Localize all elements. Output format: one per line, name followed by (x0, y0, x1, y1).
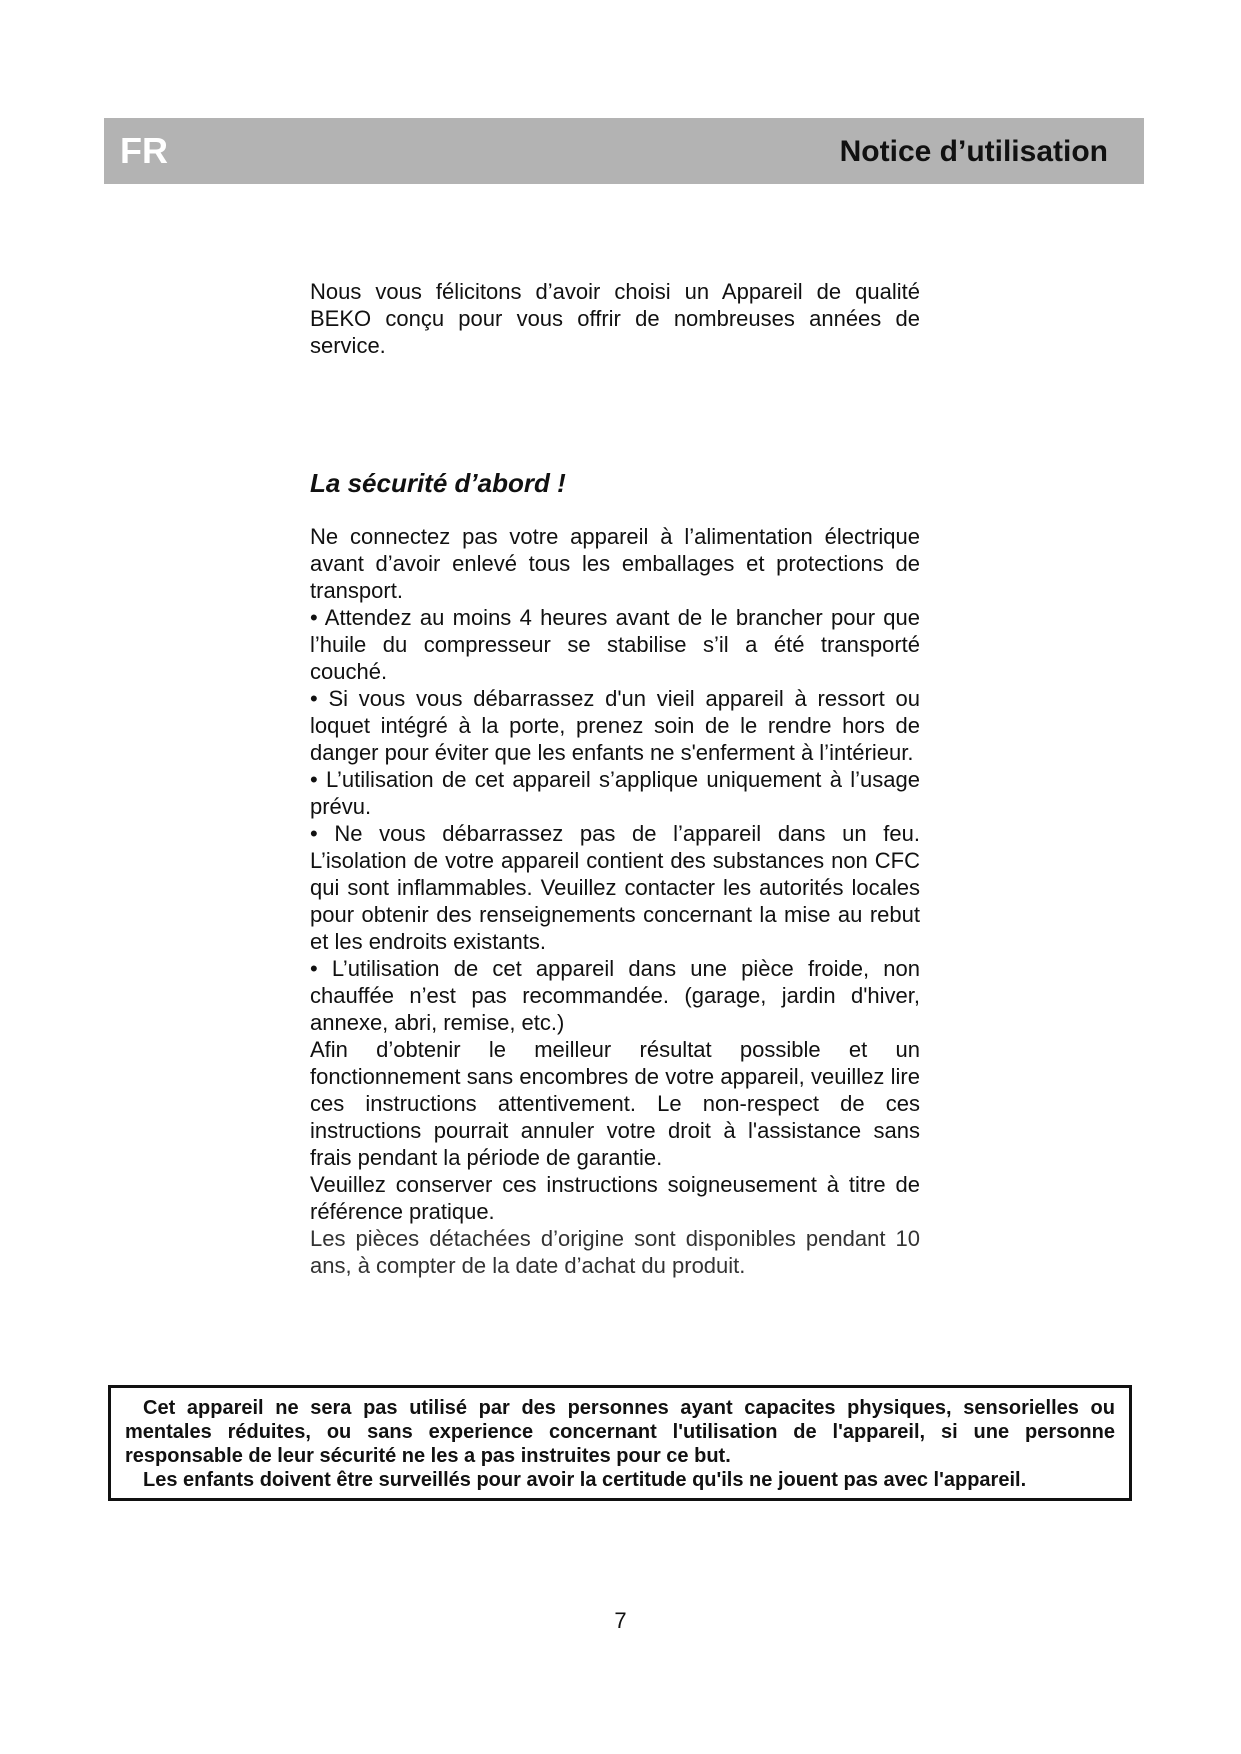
page-number: 7 (614, 1608, 627, 1633)
safety-bullet: • L’utilisation de cet appareil s’applique uniquement à l’usage prévu. (310, 767, 920, 819)
safety-bullet: • Si vous vous débarrassez d'un vieil appareil à ressort ou loquet intégré à la porte, prenez soin de le rendre hors de danger pour éviter que les enfants ne s'enferment à l’intérieur. (310, 686, 920, 765)
safety-bullet: • Attendez au moins 4 heures avant de le brancher pour que l’huile du compresseur se stabilise s’il a été transporté couché. (310, 605, 920, 684)
safety-paragraph: Ne connectez pas votre appareil à l’alimentation électrique avant d’avoir enlevé tous les emballages et protections de transport. (310, 524, 920, 603)
warning-text-children: Les enfants doivent être surveillés pour avoir la certitude qu'ils ne jouent pas avec l'appareil. (143, 1469, 1027, 1491)
main-content (310, 278, 920, 1279)
safety-bullet: • L’utilisation de cet appareil dans une pièce froide, non chauffée n’est pas recommandée. (garage, jardin d'hiver, annexe, abri, remise, etc.) (310, 956, 920, 1035)
safety-body (310, 523, 920, 1279)
safety-heading: La sécurité d’abord ! (310, 468, 566, 498)
spare-parts-paragraph: Les pièces détachées d’origine sont disponibles pendant 10 ans, à compter de la date d’achat du produit. (310, 1226, 920, 1278)
intro-paragraph: Nous vous félicitons d’avoir choisi un Appareil de qualité BEKO conçu pour vous offrir de nombreuses années de service. (310, 279, 920, 358)
warning-text-disabilities: Cet appareil ne sera pas utilisé par des personnes ayant capacites physiques, sensorielles ou mentales réduites, ou sans experience concernant l'utilisation de l'appareil, si une personne responsable de leur sécurité ne les a pas instruites pour ce but. (125, 1397, 1115, 1467)
warning-box (108, 1385, 1132, 1501)
language-code: FR (120, 130, 168, 171)
safety-paragraph: Afin d’obtenir le meilleur résultat possible et un fonctionnement sans encombres de votre appareil, veuillez lire ces instructions attentivement. Le non-respect de ces instructions pourrait annuler votre droit à l'assistance sans frais pendant la période de garantie. (310, 1037, 920, 1170)
document-title: Notice d’utilisation (839, 135, 1108, 168)
safety-bullet: • Ne vous débarrassez pas de l’appareil dans un feu. L’isolation de votre appareil contient des substances non CFC qui sont inflammables. Veuillez contacter les autorités locales pour obtenir des renseignements concernant la mise au rebut et les endroits existants. (310, 821, 920, 954)
header-bar (104, 118, 1144, 184)
safety-paragraph: Veuillez conserver ces instructions soigneusement à titre de référence pratique. (310, 1172, 920, 1224)
